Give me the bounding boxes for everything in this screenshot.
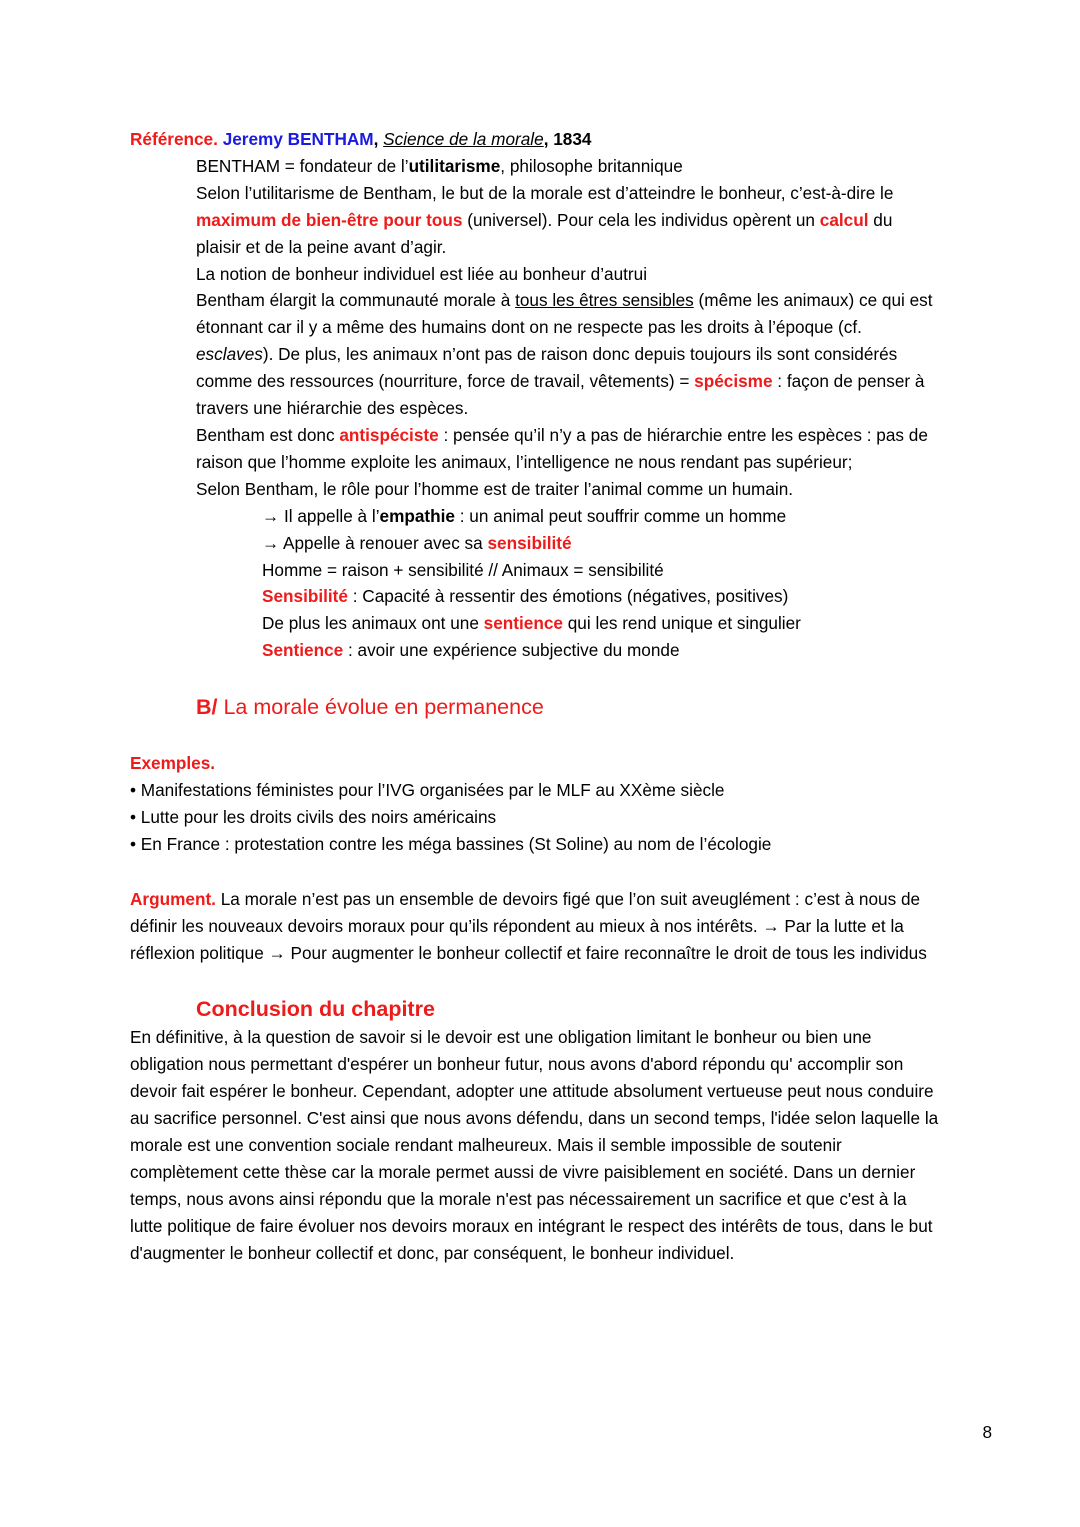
role-homme-line: Selon Bentham, le rôle pour l’homme est de traiter l’animal comme un humain.	[196, 478, 794, 499]
argument-paragraph	[130, 886, 940, 967]
bentham-definition-part-1: BENTHAM = fondateur de l’	[196, 155, 409, 176]
communaute-morale-part-4: : façon de penser à travers une hiérarchie des espèces.	[196, 371, 925, 419]
bonheur-autrui-line: La notion de bonheur individuel est liée au bonheur d’autrui	[196, 263, 648, 284]
section-b-heading	[196, 692, 940, 722]
spacer-before-exemples	[130, 722, 940, 750]
utilitarisme-goal-paragraph	[196, 180, 940, 261]
communaute-morale-paragraph	[196, 287, 940, 422]
calcul-term: calcul	[819, 209, 869, 230]
utilitarisme-goal-part-1: Selon l’utilitarisme de Bentham, le but de la morale est d’atteindre le bonheur, c’est-à-dire le	[196, 182, 894, 203]
arrow-empathie-part-2: : un animal peut souffrir comme un homme	[454, 505, 787, 526]
communaute-morale-part-2: (même les animaux) ce qui est étonnant car il y a même des humains dont on ne respecte pas les droits à l’époque (cf.	[196, 290, 933, 338]
sentience-mention-part-2: qui les rend unique et singulier	[562, 613, 801, 634]
utilitarisme-goal-part-3: du plaisir et de la peine avant d’agir.	[196, 209, 893, 257]
etres-sensibles-term: tous les êtres sensibles	[515, 290, 694, 311]
reference-comma-1: ,	[373, 129, 379, 149]
sensibilite-definition-line	[262, 583, 940, 610]
sentience-term: sentience	[483, 613, 563, 634]
maximum-bien-etre-term: maximum de bien-être pour tous	[196, 209, 463, 230]
exemple-item-3: • En France : protestation contre les méga bassines (St Soline) au nom de l’écologie	[130, 833, 772, 854]
arrow-sensibilite-part-1: → Appelle à renouer avec sa	[262, 532, 488, 553]
exemple-item-1: • Manifestations féministes pour l’IVG organisées par le MLF au XXème siècle	[130, 780, 725, 801]
reference-comma-2: ,	[543, 129, 549, 149]
reference-label: Référence.	[130, 129, 218, 149]
sentience-definition-label: Sentience	[262, 640, 344, 661]
reference-year: 1834	[553, 129, 592, 149]
empathie-term: empathie	[379, 505, 455, 526]
bentham-definition-line	[196, 153, 940, 180]
reference-work-title: Science de la morale	[383, 129, 544, 149]
sentience-mention-line	[262, 610, 940, 637]
esclaves-term: esclaves	[196, 344, 263, 365]
communaute-morale-part-1: Bentham élargit la communauté morale à	[196, 290, 516, 311]
page-content	[130, 126, 940, 1267]
bentham-definition-part-2: , philosophe britannique	[500, 155, 683, 176]
homme-animaux-equation-line: Homme = raison + sensibilité // Animaux = sensibilité	[262, 559, 664, 580]
argument-label: Argument.	[130, 888, 216, 909]
conclusion-paragraph: En définitive, à la question de savoir si le devoir est une obligation limitant le bonheur ou bien une obligation nous permettant d'espérer un bonheur futur, nous avons d'abord répondu qu' accomplir son devoir fait espérer le bonheur. Cependant, adopter une attitude absolument vertueuse peut nous conduire au sacrifice personnel. C'est ainsi que nous avons défendu, dans un second temps, l'idée selon laquelle la morale est une convention sociale rendant malheureux. Mais il semble impossible de soutenir complètement cette thèse car la morale permet aussi de vivre paisiblement en société. Dans un dernier temps, nous avons ainsi répondu que la morale n'est pas nécessairement un sacrifice et que c'est à la lutte politique de faire évoluer nos devoirs moraux en intégrant le respect des intérêts de tous, dans le but d'augmenter le bonheur collectif et donc, par conséquent, le bonheur individuel.	[130, 1027, 939, 1263]
sensibilite-definition-text: : Capacité à ressentir des émotions (négatives, positives)	[347, 586, 789, 607]
spacer-before-conclusion	[130, 966, 940, 994]
sensibilite-term: sensibilité	[487, 532, 572, 553]
exemples-label: Exemples.	[130, 753, 216, 774]
utilitarisme-goal-part-2: (universel). Pour cela les individus opèrent un	[462, 209, 820, 230]
reference-author: Jeremy BENTHAM	[222, 129, 374, 149]
section-b-letter: B/	[196, 695, 218, 720]
exemple-item-2: • Lutte pour les droits civils des noirs américains	[130, 806, 497, 827]
antispeciste-term: antispéciste	[339, 424, 439, 445]
spacer-before-argument	[130, 858, 940, 886]
sentience-definition-text: : avoir une expérience subjective du monde	[343, 640, 680, 661]
antispeciste-part-2: : pensée qu’il n’y a pas de hiérarchie entre les espèces : pas de raison que l’homme exploite les animaux, l’intelligence ne nous rendant pas supérieur;	[196, 424, 928, 472]
arrow-empathie-line	[262, 503, 940, 530]
section-b-title: La morale évolue en permanence	[217, 695, 544, 720]
sentience-definition-line	[262, 637, 940, 664]
antispeciste-paragraph	[196, 422, 940, 476]
page-number: 8	[982, 1422, 992, 1442]
utilitarisme-term: utilitarisme	[408, 155, 501, 176]
arrow-sensibilite-line	[262, 530, 940, 557]
reference-line	[130, 126, 940, 153]
specisme-term: spécisme	[694, 371, 773, 392]
spacer-before-section-b	[130, 664, 940, 692]
sensibilite-definition-label: Sensibilité	[262, 586, 348, 607]
conclusion-heading: Conclusion du chapitre	[196, 997, 435, 1022]
argument-text: La morale n’est pas un ensemble de devoirs figé que l’on suit aveuglément : c’est à nous de définir les nouveaux devoirs moraux pour qu’ils répondent au mieux à nos intérêts. → Par la lutte et la réflexion politique → Pour augmenter le bonheur collectif et faire reconnaître le droit de tous les individus	[130, 888, 927, 963]
sentience-mention-part-1: De plus les animaux ont une	[262, 613, 484, 634]
arrow-empathie-part-1: → Il appelle à l’	[262, 505, 380, 526]
communaute-morale-part-3: ). De plus, les animaux n’ont pas de raison donc depuis toujours ils sont considérés comme des ressources (nourriture, force de travail, vêtements) =	[196, 344, 898, 392]
antispeciste-part-1: Bentham est donc	[196, 424, 340, 445]
